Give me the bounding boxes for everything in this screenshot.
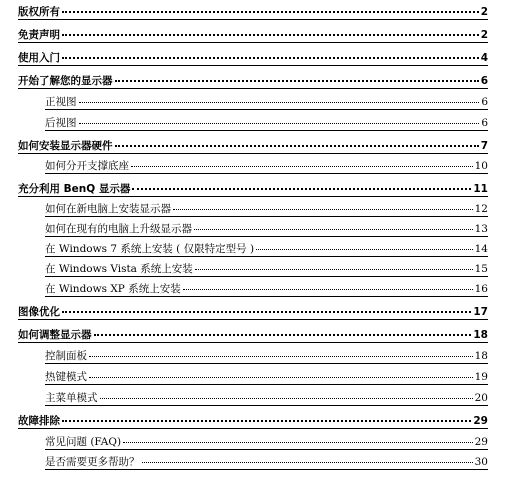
- toc-entry-title: 图像优化: [18, 306, 60, 318]
- toc-section-entry[interactable]: [18, 6, 488, 20]
- toc-section-entry[interactable]: [18, 140, 488, 154]
- toc-entry-title: 在 Windows XP 系统上安装: [45, 283, 181, 295]
- toc-page-number: 6: [481, 96, 488, 108]
- toc-entry-title: 使用入门: [18, 52, 60, 64]
- toc-subsection-entry[interactable]: [45, 392, 488, 406]
- dot-leader: [94, 333, 472, 336]
- toc-entry-title: 常见问题 (FAQ): [45, 436, 122, 448]
- toc-section-entry[interactable]: [18, 306, 488, 320]
- toc-entry-title: 免责声明: [18, 29, 60, 41]
- dot-leader: [173, 208, 473, 210]
- toc-page-number: 16: [474, 283, 488, 295]
- toc-page-number: 17: [473, 306, 488, 318]
- toc-subsection-entry[interactable]: [45, 223, 488, 237]
- toc-page-number: 30: [474, 456, 488, 468]
- toc-page-number: 12: [474, 203, 488, 215]
- toc-page-number: 10: [474, 160, 488, 172]
- dot-leader: [132, 187, 471, 190]
- toc-entry-title: 如何在新电脑上安装显示器: [45, 203, 171, 215]
- toc-subsection-entry[interactable]: [45, 160, 488, 174]
- toc-subsection-entry[interactable]: [45, 436, 488, 450]
- toc-entry-title: 是否需要更多帮助？: [45, 456, 140, 468]
- toc-subsection-entry[interactable]: [45, 263, 488, 277]
- dot-leader: [62, 419, 471, 422]
- toc-entry-title: 正视图: [45, 96, 77, 108]
- toc-subsection-entry[interactable]: [45, 243, 488, 257]
- toc-page-number: 6: [481, 117, 488, 129]
- dot-leader: [115, 79, 479, 82]
- toc-section-entry[interactable]: [18, 329, 488, 343]
- dot-leader: [123, 441, 473, 443]
- toc-page-number: 13: [474, 223, 488, 235]
- toc-section-entry[interactable]: [18, 75, 488, 89]
- toc-page-number: 14: [474, 243, 488, 255]
- toc-entry-title: 故障排除: [18, 415, 60, 427]
- toc-section-entry[interactable]: [18, 183, 488, 197]
- toc-page-number: 6: [480, 75, 488, 87]
- dot-leader: [115, 144, 479, 147]
- dot-leader: [183, 288, 473, 290]
- toc-page-number: 18: [473, 329, 488, 341]
- table-of-contents: [18, 6, 488, 470]
- dot-leader: [100, 397, 473, 399]
- toc-entry-title: 在 Windows Vista 系统上安装: [45, 263, 193, 275]
- dot-leader: [89, 355, 473, 357]
- dot-leader: [142, 461, 473, 463]
- toc-subsection-entry[interactable]: [45, 203, 488, 217]
- toc-subsection-entry[interactable]: [45, 96, 488, 110]
- toc-entry-title: 版权所有: [18, 6, 60, 18]
- toc-entry-title: 控制面板: [45, 350, 87, 362]
- toc-section-entry[interactable]: [18, 415, 488, 429]
- toc-section-entry[interactable]: [18, 29, 488, 43]
- toc-page-number: 18: [474, 350, 488, 362]
- toc-page-number: 11: [473, 183, 488, 195]
- dot-leader: [256, 248, 473, 250]
- toc-subsection-entry[interactable]: [45, 350, 488, 364]
- dot-leader: [131, 165, 473, 167]
- toc-page-number: 2: [480, 6, 488, 18]
- dot-leader: [62, 33, 479, 36]
- dot-leader: [62, 10, 479, 13]
- toc-entry-title: 如何安装显示器硬件: [18, 140, 113, 152]
- toc-subsection-entry[interactable]: [45, 117, 488, 131]
- toc-page-number: 29: [474, 436, 488, 448]
- toc-entry-title: 热键模式: [45, 371, 87, 383]
- toc-subsection-entry[interactable]: [45, 371, 488, 385]
- toc-section-entry[interactable]: [18, 52, 488, 66]
- toc-page-number: 19: [474, 371, 488, 383]
- dot-leader: [62, 310, 471, 313]
- toc-entry-title: 如何调整显示器: [18, 329, 92, 341]
- toc-entry-title: 后视图: [45, 117, 77, 129]
- dot-leader: [195, 268, 473, 270]
- toc-entry-title: 在 Windows 7 系统上安装 ( 仅限特定型号 ): [45, 243, 255, 255]
- toc-entry-title: 开始了解您的显示器: [18, 75, 113, 87]
- toc-entry-title: 主菜单模式: [45, 392, 98, 404]
- toc-subsection-entry[interactable]: [45, 283, 488, 297]
- toc-entry-title: 如何在现有的电脑上升级显示器: [45, 223, 192, 235]
- toc-page-number: 15: [474, 263, 488, 275]
- dot-leader: [89, 376, 473, 378]
- toc-subsection-entry[interactable]: [45, 456, 488, 470]
- dot-leader: [194, 228, 473, 230]
- toc-page-number: 4: [480, 52, 488, 64]
- toc-page-number: 7: [480, 140, 488, 152]
- dot-leader: [62, 56, 479, 59]
- toc-entry-title: 充分利用 BenQ 显示器: [18, 183, 131, 195]
- toc-entry-title: 如何分开支撑底座: [45, 160, 129, 172]
- toc-page-number: 2: [480, 29, 488, 41]
- toc-page-number: 20: [474, 392, 488, 404]
- toc-page-number: 29: [473, 415, 488, 427]
- dot-leader: [79, 101, 480, 103]
- dot-leader: [79, 122, 480, 124]
